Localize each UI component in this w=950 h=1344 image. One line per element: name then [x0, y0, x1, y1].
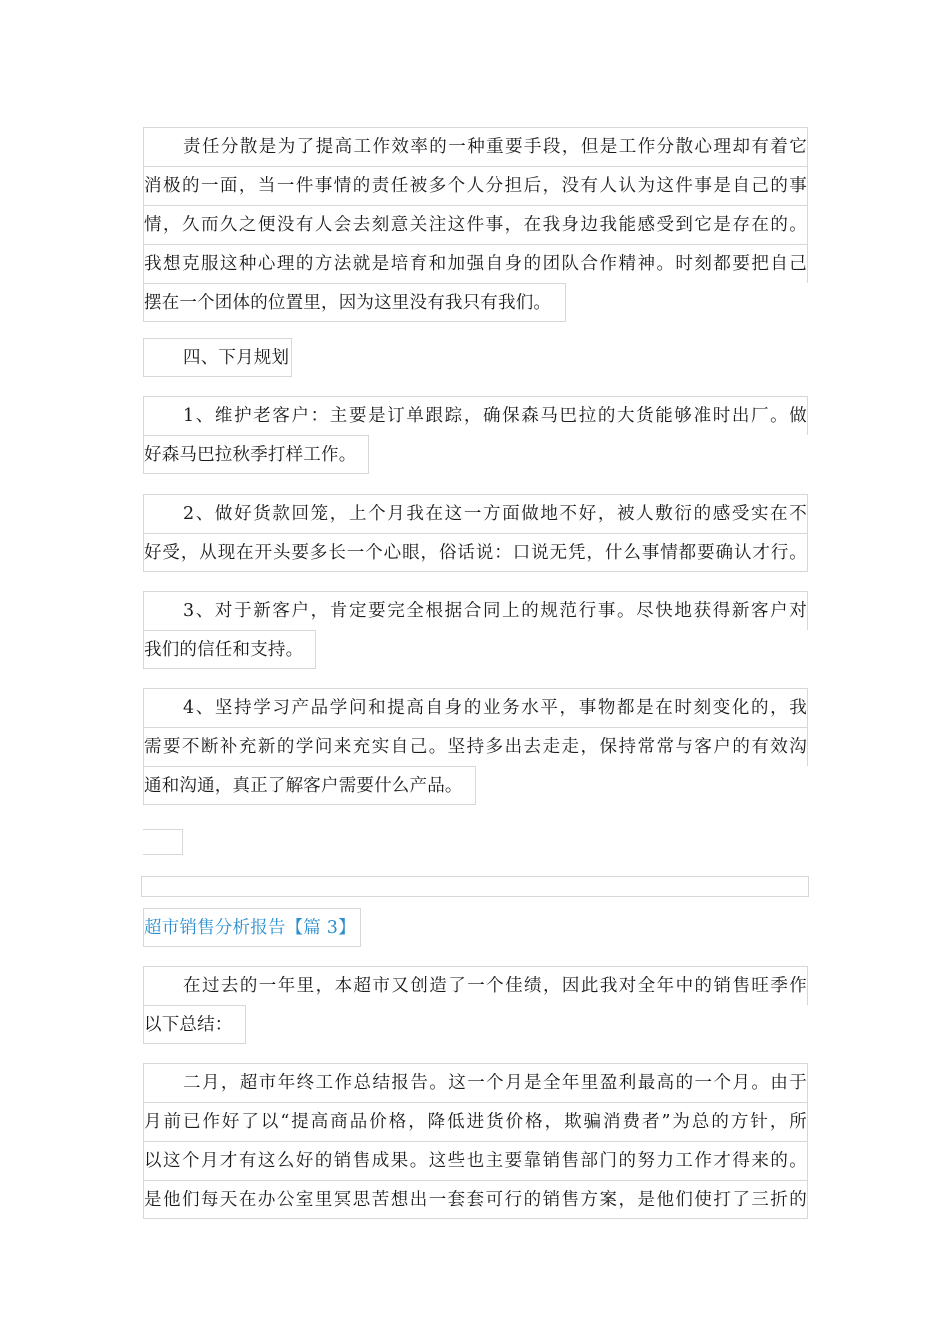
- paragraph-intro: [143, 966, 808, 1048]
- paragraph-item-4: [143, 688, 808, 809]
- text-line: 1、维护老客户：主要是订单跟踪，确保森马巴拉的大货能够准时出厂。做: [143, 396, 808, 435]
- text-line: 责任分散是为了提高工作效率的一种重要手段，但是工作分散心理却有着它: [143, 127, 808, 166]
- text-line: 我想克服这种心理的方法就是培育和加强自身的团队合作精神。时刻都要把自己: [143, 244, 808, 283]
- text-line: 以这个月才有这么好的销售成果。这些也主要靠销售部门的努力工作才得来的。: [143, 1141, 808, 1180]
- text-line: 好森马巴拉秋季打样工作。: [143, 435, 369, 474]
- text-line: 通和沟通，真正了解客户需要什么产品。: [143, 766, 476, 805]
- text-line: 月前已作好了以“提高商品价格，降低进货价格，欺骗消费者”为总的方针，所: [143, 1102, 808, 1141]
- text-line: 需要不断补充新的学问来充实自己。坚持多出去走走，保持常常与客户的有效沟: [143, 727, 808, 766]
- text-line: 四、下月规划: [143, 338, 292, 377]
- section-heading-next-month: [143, 338, 808, 381]
- paragraph-february: [143, 1063, 808, 1219]
- article-heading: [143, 908, 808, 951]
- text-line: 以下总结：: [143, 1005, 246, 1044]
- text-line: 情，久而久之便没有人会去刻意关注这件事，在我身边我能感受到它是存在的。: [143, 205, 808, 244]
- text-line: 消极的一面，当一件事情的责任被多个人分担后，没有人认为这件事是自己的事: [143, 166, 808, 205]
- text-line: 我们的信任和支持。: [143, 630, 316, 669]
- text-line: 3、对于新客户，肯定要完全根据合同上的规范行事。尽快地获得新客户对: [143, 591, 808, 630]
- text-line: 二月，超市年终工作总结报告。这一个月是全年里盈利最高的一个月。由于: [143, 1063, 808, 1102]
- section-divider: [141, 876, 809, 897]
- text-line: 好受，从现在开头要多长一个心眼，俗话说：口说无凭，什么事情都要确认才行。: [143, 533, 808, 572]
- text-line: 摆在一个团体的位置里，因为这里没有我只有我们。: [143, 283, 566, 322]
- paragraph-responsibility: [143, 127, 808, 326]
- paragraph-item-1: [143, 396, 808, 478]
- article-title[interactable]: 超市销售分析报告【篇 3】: [143, 908, 361, 947]
- text-line: 4、坚持学习产品学问和提高自身的业务水平，事物都是在时刻变化的，我: [143, 688, 808, 727]
- empty-paragraph-box: [143, 829, 183, 855]
- text-line: 在过去的一年里，本超市又创造了一个佳绩，因此我对全年中的销售旺季作: [143, 966, 808, 1005]
- text-line: 是他们每天在办公室里冥思苦想出一套套可行的销售方案，是他们使打了三折的: [143, 1180, 808, 1219]
- text-line: 2、做好货款回笼，上个月我在这一方面做地不好，被人敷衍的感受实在不: [143, 494, 808, 533]
- paragraph-item-2: [143, 494, 808, 572]
- paragraph-item-3: [143, 591, 808, 673]
